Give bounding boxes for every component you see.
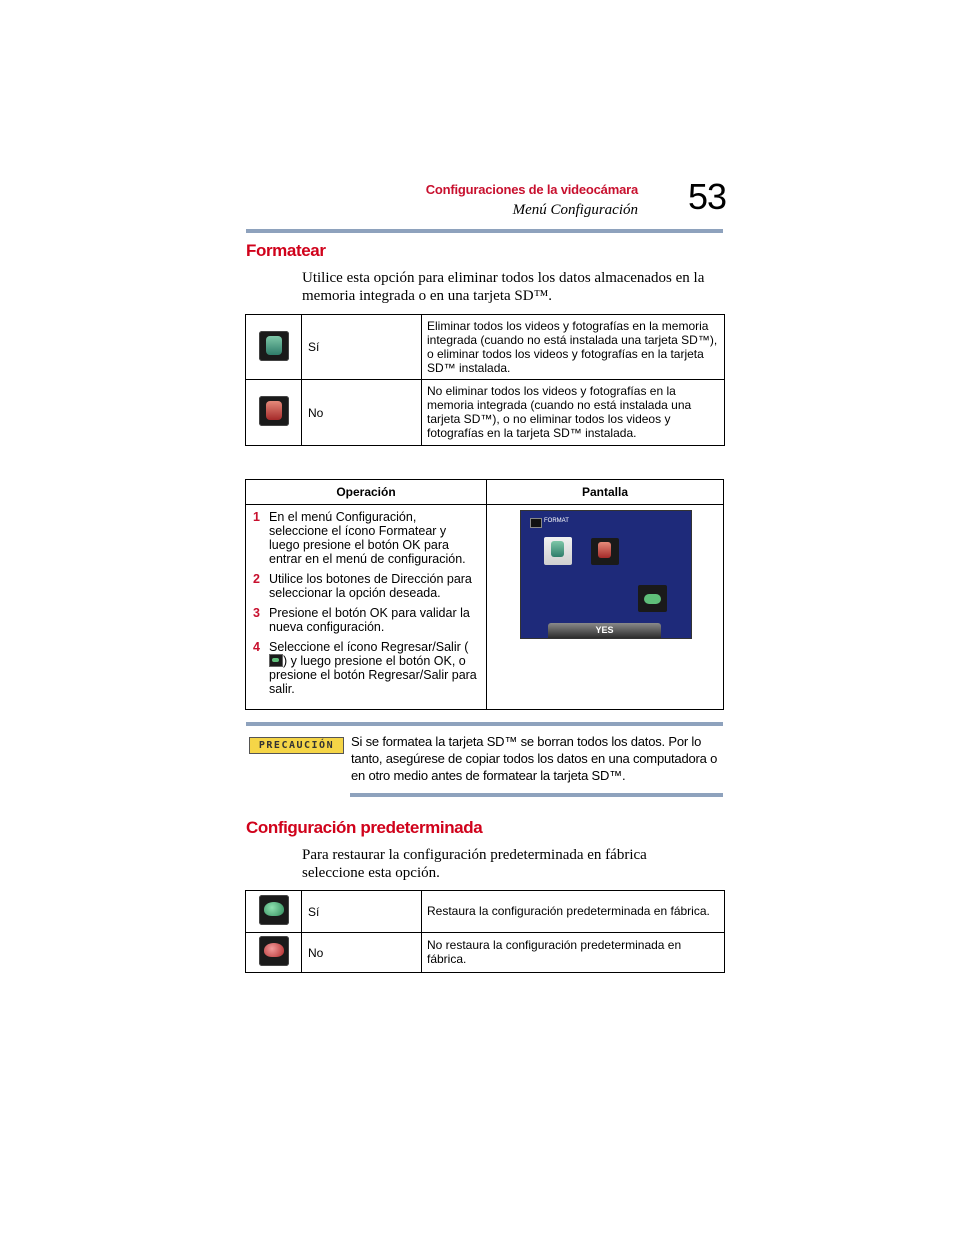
option-label: Sí [302, 315, 422, 380]
table-header-row [246, 480, 724, 505]
column-header-screen: Pantalla [487, 480, 724, 505]
option-label: No [302, 380, 422, 446]
default-no-icon [259, 936, 289, 966]
format-yes-icon [259, 331, 289, 361]
column-header-operation: Operación [246, 480, 487, 505]
caution-text: Si se formatea la tarjeta SD™ se borran todos los datos. Por lo tanto, asegúrese de copiar todos los datos en una computadora o en otro medio antes de formatear la tarjeta SD™. [351, 734, 718, 783]
icon-cell [246, 380, 302, 446]
default-settings-intro: Para restaurar la configuración predeterminada en fábrica seleccione esta opción. [302, 847, 647, 881]
icon-cell [246, 315, 302, 380]
table-row [246, 380, 725, 446]
screen-title: FORMAT [544, 518, 569, 524]
option-description: Restaura la configuración predeterminada en fábrica. [422, 891, 725, 933]
camera-screen [520, 510, 692, 639]
default-yes-icon [259, 895, 289, 925]
format-options-table [245, 314, 725, 446]
format-no-icon [591, 538, 619, 565]
format-yes-icon [544, 537, 572, 565]
caution-bottom-rule [350, 793, 723, 797]
list-item: 3 Presione el botón OK para validar la nueva configuración. [253, 606, 470, 634]
yes-button: YES [548, 623, 661, 638]
option-label: Sí [302, 891, 422, 933]
option-label: No [302, 933, 422, 973]
format-intro: Utilice esta opción para eliminar todos los datos almacenados en la memoria integrada o en una tarjeta SD™. [302, 270, 705, 304]
steps-list [247, 506, 485, 708]
caution-badge: PRECAUCIÓN [249, 737, 344, 754]
option-description: Eliminar todos los videos y fotografías en la memoria integrada (cuando no está instalada una tarjeta SD™), o eliminar todos los videos y fotografías en la tarjeta SD™ instalada. [422, 315, 725, 380]
header-rule [246, 229, 723, 233]
list-item: 1 En el menú Configuración, seleccione el ícono Formatear y luego presione el botón OK para entrar en el menú de configuración. [253, 510, 466, 566]
default-options-table [245, 890, 725, 973]
format-heading: Formatear [246, 241, 326, 260]
option-description: No eliminar todos los videos y fotografías en la memoria integrada (cuando no está instalada una tarjeta SD™), o no eliminar todos los videos y fotografías en la tarjeta SD™ instalada. [422, 380, 725, 446]
table-row [246, 891, 725, 933]
return-exit-icon [269, 654, 283, 667]
format-no-icon [259, 396, 289, 426]
return-exit-icon [638, 585, 667, 612]
table-row [246, 315, 725, 380]
running-header-section: Configuraciones de la videocámara [425, 182, 638, 197]
list-item: 2 Utilice los botones de Dirección para seleccionar la opción deseada. [253, 572, 472, 600]
format-menu-icon [530, 518, 542, 528]
caution-top-rule [246, 722, 723, 726]
option-description: No restaura la configuración predeterminada en fábrica. [422, 933, 725, 973]
icon-cell [246, 933, 302, 973]
table-row [246, 933, 725, 973]
steps-cell [246, 505, 487, 710]
icon-cell [246, 891, 302, 933]
default-settings-heading: Configuración predeterminada [246, 818, 483, 837]
page-number: 53 [688, 176, 727, 217]
running-header-subsection: Menú Configuración [512, 202, 638, 218]
list-item: 4 Seleccione el ícono Regresar/Salir ( ) y luego presione el botón OK, o presione el botón Regresar/Salir para salir. [253, 640, 477, 696]
